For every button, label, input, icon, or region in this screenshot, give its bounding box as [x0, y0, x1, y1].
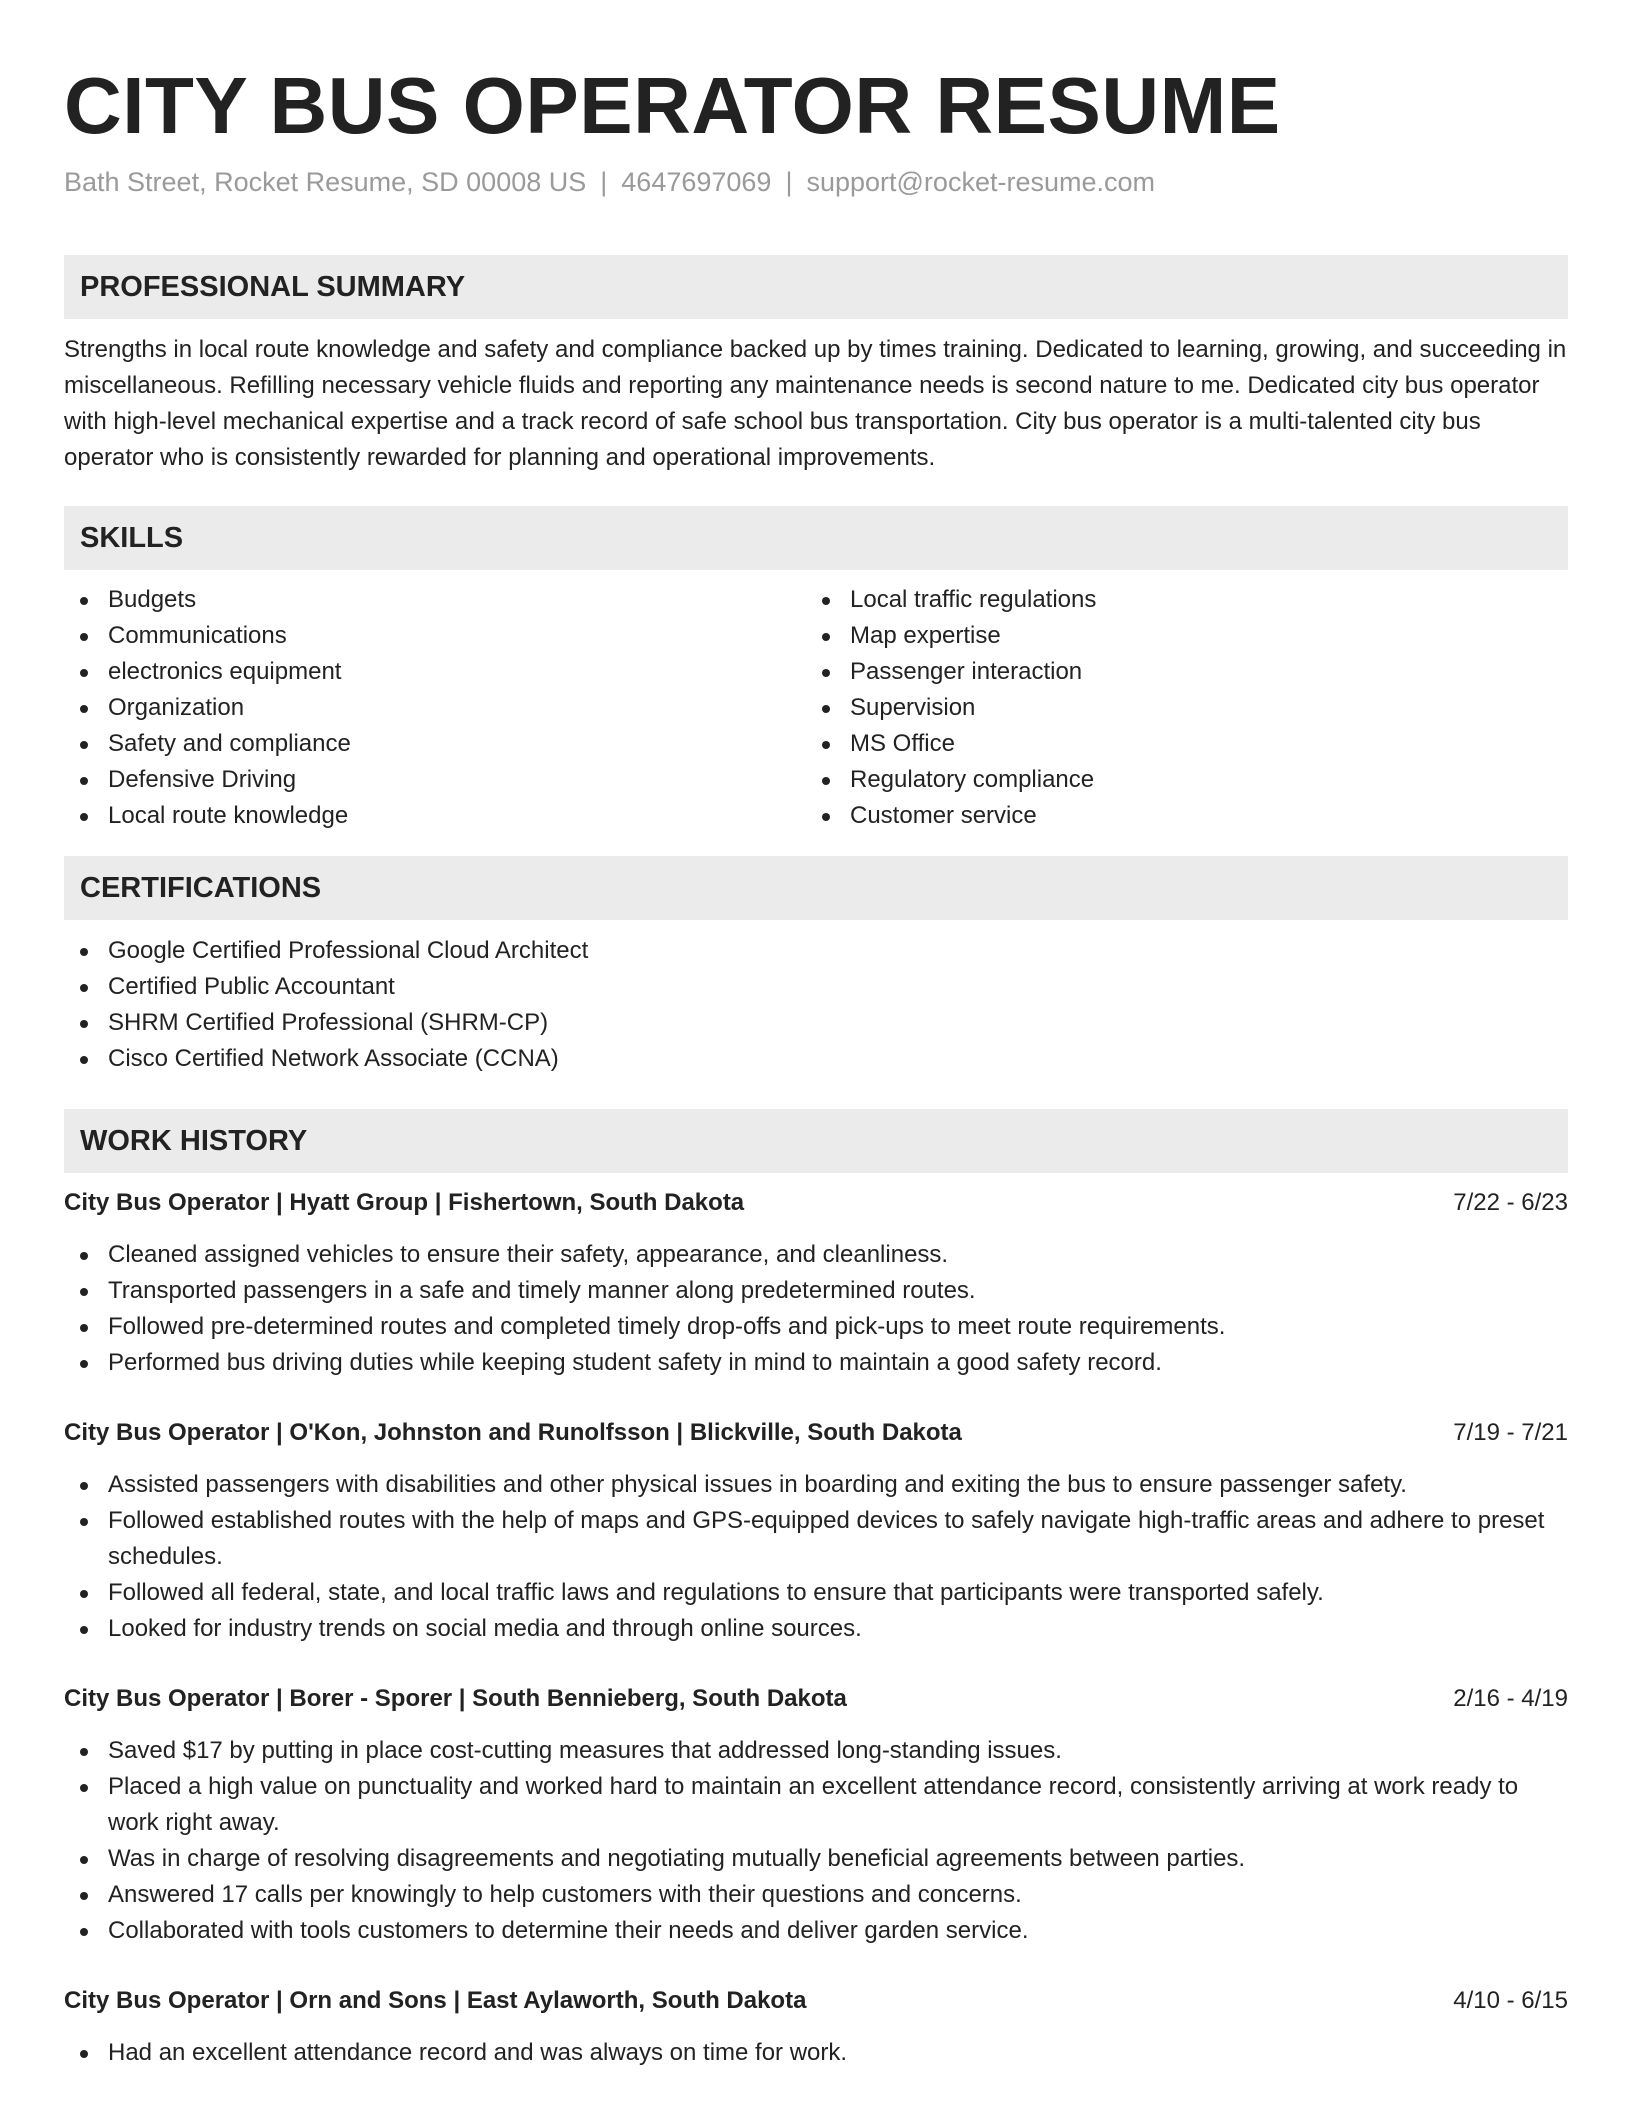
- job-bullets: [64, 1733, 1568, 1949]
- job-bullet: Answered 17 calls per knowingly to help customers with their questions and concerns.: [64, 1877, 1568, 1913]
- summary-section: [64, 255, 1568, 476]
- certifications-heading: CERTIFICATIONS: [64, 856, 1568, 920]
- job-dates: 4/10 - 6/15: [1453, 1987, 1568, 2014]
- certification-item: SHRM Certified Professional (SHRM-CP): [64, 1005, 1568, 1041]
- job-bullet: Assisted passengers with disabilities and other physical issues in boarding and exiting the bus to ensure passenger safety.: [64, 1467, 1568, 1503]
- job-entry: [64, 1415, 1568, 1647]
- job-bullet: Followed established routes with the help of maps and GPS-equipped devices to safely navigate high-traffic areas and adhere to preset schedules.: [64, 1503, 1568, 1575]
- job-bullet: Followed all federal, state, and local traffic laws and regulations to ensure that participants were transported safely.: [64, 1575, 1568, 1611]
- skills-heading: SKILLS: [64, 506, 1568, 570]
- job-entry: [64, 1185, 1568, 1381]
- skill-item: Local traffic regulations: [806, 582, 1548, 618]
- skills-list-right: [806, 582, 1548, 834]
- contact-email: support@rocket-resume.com: [806, 167, 1155, 197]
- skill-item: Defensive Driving: [64, 762, 806, 798]
- job-bullet: Placed a high value on punctuality and worked hard to maintain an excellent attendance record, consistently arriving at work ready to work right away.: [64, 1769, 1568, 1841]
- job-dates: 2/16 - 4/19: [1453, 1685, 1568, 1712]
- job-bullets: [64, 2035, 1568, 2071]
- skill-item: electronics equipment: [64, 654, 806, 690]
- skill-item: MS Office: [806, 726, 1548, 762]
- job-title: City Bus Operator | Hyatt Group | Fishertown, South Dakota: [64, 1189, 745, 1216]
- contact-separator: |: [785, 167, 793, 197]
- skills-list-left: [64, 582, 806, 834]
- skill-item: Organization: [64, 690, 806, 726]
- job-bullets: [64, 1467, 1568, 1647]
- work-history-section: [64, 1109, 1568, 2071]
- skill-item: Map expertise: [806, 618, 1548, 654]
- job-bullet: Followed pre-determined routes and completed timely drop-offs and pick-ups to meet route requirements.: [64, 1309, 1568, 1345]
- skill-item: Communications: [64, 618, 806, 654]
- job-bullet: Cleaned assigned vehicles to ensure their safety, appearance, and cleanliness.: [64, 1237, 1568, 1273]
- job-dates: 7/22 - 6/23: [1453, 1189, 1568, 1216]
- summary-text: Strengths in local route knowledge and safety and compliance backed up by times training. Dedicated to learning, growing, and succeeding in miscellaneous. Refilling necessary vehicle fluids and reporting any maintenance needs is second nature to me. Dedicated city bus operator with high-level mechanical expertise and a track record of safe school bus transportation. City bus operator is a multi-talented city bus operator who is consistently rewarded for planning and operational improvements.: [64, 336, 1567, 471]
- certifications-section: [64, 856, 1568, 1077]
- skill-item: Regulatory compliance: [806, 762, 1548, 798]
- skills-grid: [64, 582, 1568, 834]
- skill-item: Customer service: [806, 798, 1548, 834]
- job-dates: 7/19 - 7/21: [1453, 1419, 1568, 1446]
- job-bullet: Performed bus driving duties while keeping student safety in mind to maintain a good safety record.: [64, 1345, 1568, 1381]
- job-bullet: Had an excellent attendance record and was always on time for work.: [64, 2035, 1568, 2071]
- skill-item: Supervision: [806, 690, 1548, 726]
- work-history-heading: WORK HISTORY: [64, 1109, 1568, 1173]
- skill-item: Budgets: [64, 582, 806, 618]
- resume-page: [64, 0, 1568, 2071]
- job-entry: [64, 1983, 1568, 2071]
- skill-item: Safety and compliance: [64, 726, 806, 762]
- contact-separator: |: [600, 167, 608, 197]
- job-bullet: Looked for industry trends on social media and through online sources.: [64, 1611, 1568, 1647]
- job-bullet: Collaborated with tools customers to determine their needs and deliver garden service.: [64, 1913, 1568, 1949]
- job-title: City Bus Operator | Orn and Sons | East Aylaworth, South Dakota: [64, 1987, 807, 2014]
- certification-item: Certified Public Accountant: [64, 969, 1568, 1005]
- skills-section: [64, 506, 1568, 834]
- certification-item: Google Certified Professional Cloud Architect: [64, 933, 1568, 969]
- skills-column-left: [64, 582, 806, 834]
- job-bullets: [64, 1237, 1568, 1381]
- job-bullet: Was in charge of resolving disagreements and negotiating mutually beneficial agreements between parties.: [64, 1841, 1568, 1877]
- skills-column-right: [806, 582, 1548, 834]
- job-title: City Bus Operator | Borer - Sporer | South Bennieberg, South Dakota: [64, 1685, 847, 1712]
- resume-title: CITY BUS OPERATOR RESUME: [64, 61, 1281, 150]
- job-header: [64, 1185, 1568, 1221]
- contact-line: [64, 164, 1568, 200]
- skill-item: Local route knowledge: [64, 798, 806, 834]
- job-header: [64, 1983, 1568, 2019]
- job-header: [64, 1681, 1568, 1717]
- job-bullet: Transported passengers in a safe and timely manner along predetermined routes.: [64, 1273, 1568, 1309]
- job-title: City Bus Operator | O'Kon, Johnston and Runolfsson | Blickville, South Dakota: [64, 1419, 962, 1446]
- contact-address: Bath Street, Rocket Resume, SD 00008 US: [64, 167, 587, 197]
- summary-heading: PROFESSIONAL SUMMARY: [64, 255, 1568, 319]
- certification-item: Cisco Certified Network Associate (CCNA): [64, 1041, 1568, 1077]
- skill-item: Passenger interaction: [806, 654, 1548, 690]
- job-header: [64, 1415, 1568, 1451]
- contact-phone: 4647697069: [621, 167, 772, 197]
- job-entry: [64, 1681, 1568, 1949]
- job-bullet: Saved $17 by putting in place cost-cutting measures that addressed long-standing issues.: [64, 1733, 1568, 1769]
- certifications-list: [64, 933, 1568, 1077]
